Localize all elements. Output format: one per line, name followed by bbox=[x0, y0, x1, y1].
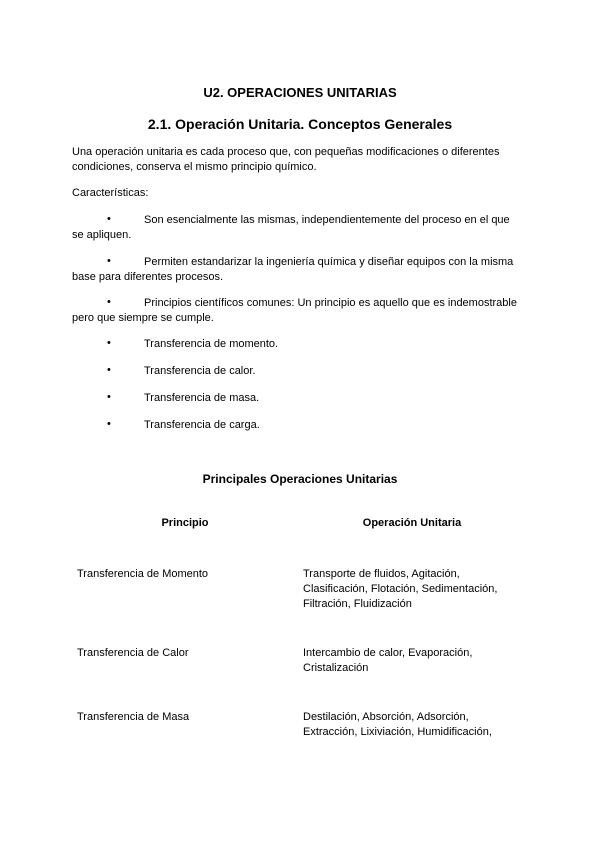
characteristics-label: Características: bbox=[72, 187, 149, 199]
table-cell-operation-line: Extracción, Lixiviación, Humidificación, bbox=[303, 726, 492, 738]
characteristic-3-line-1: Principios científicos comunes: Un principio es aquello que es indemostrable bbox=[144, 297, 517, 309]
principle-item: Transferencia de calor. bbox=[144, 365, 256, 377]
table-cell-operation-line: Cristalización bbox=[303, 662, 369, 674]
table-header-principle: Principio bbox=[161, 517, 209, 529]
table-cell-operation-line: Clasificación, Flotación, Sedimentación, bbox=[303, 583, 498, 595]
table-cell-principle: Transferencia de Momento bbox=[77, 568, 209, 580]
characteristic-2-line-2: base para diferentes procesos. bbox=[72, 271, 224, 283]
bullet-icon: • bbox=[107, 255, 111, 267]
table-cell-operation-line: Filtración, Fluidización bbox=[303, 598, 412, 610]
table-cell-principle: Transferencia de Calor bbox=[77, 647, 189, 659]
characteristic-1-line-1: Son esencialmente las mismas, independientemente del proceso en el que bbox=[144, 214, 510, 226]
bullet-icon: • bbox=[107, 364, 111, 376]
characteristic-1-line-2: se apliquen. bbox=[72, 229, 132, 241]
bullet-icon: • bbox=[107, 296, 111, 308]
principle-item: Transferencia de carga. bbox=[144, 419, 260, 431]
table-cell-operation-line: Intercambio de calor, Evaporación, bbox=[303, 647, 473, 659]
table-title: Principales Operaciones Unitarias bbox=[202, 472, 398, 486]
bullet-icon: • bbox=[107, 337, 111, 349]
page-title: U2. OPERACIONES UNITARIAS bbox=[203, 85, 397, 100]
bullet-icon: • bbox=[107, 213, 111, 225]
table-header-operation: Operación Unitaria bbox=[362, 517, 462, 529]
principle-item: Transferencia de masa. bbox=[144, 392, 260, 404]
intro-line-1: Una operación unitaria es cada proceso que, con pequeñas modificaciones o diferentes bbox=[72, 146, 500, 158]
bullet-icon: • bbox=[107, 418, 111, 430]
table-cell-operation-line: Transporte de fluidos, Agitación, bbox=[303, 568, 460, 580]
characteristic-2-line-1: Permiten estandarizar la ingeniería química y diseñar equipos con la misma bbox=[144, 256, 514, 268]
principle-item: Transferencia de momento. bbox=[144, 338, 279, 350]
intro-line-2: condiciones, conserva el mismo principio químico. bbox=[72, 161, 317, 173]
bullet-icon: • bbox=[107, 391, 111, 403]
table-cell-operation-line: Destilación, Absorción, Adsorción, bbox=[303, 711, 469, 723]
section-heading: 2.1. Operación Unitaria. Conceptos Generales bbox=[147, 116, 453, 132]
table-cell-principle: Transferencia de Masa bbox=[77, 711, 190, 723]
characteristic-3-line-2: pero que siempre se cumple. bbox=[72, 312, 214, 324]
